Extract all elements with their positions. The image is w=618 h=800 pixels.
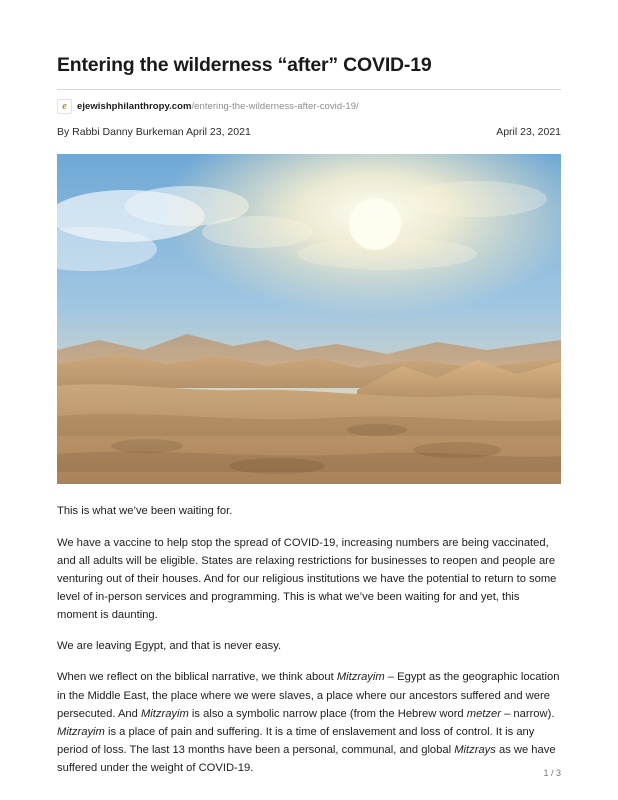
text-run-italic: metzer	[466, 707, 501, 720]
paragraph-1	[57, 502, 561, 520]
text-run-italic: Mitzrays	[454, 743, 496, 756]
site-favicon-icon: e	[57, 99, 72, 114]
title-divider	[57, 89, 561, 90]
desert-landscape-illustration	[57, 154, 561, 484]
byline-date: April 23, 2021	[496, 126, 561, 139]
paragraph-4	[57, 668, 561, 777]
page-title: Entering the wilderness “after” COVID-19	[57, 54, 432, 76]
text-run: as we have suffered under the weight of COVID-19.	[57, 743, 556, 775]
text-run: is also a symbolic narrow place (from the Hebrew word	[188, 707, 467, 720]
source-domain: ejewishphilanthropy.com	[77, 101, 192, 113]
hero-image	[57, 154, 561, 484]
source-url-line[interactable]	[57, 99, 561, 114]
text-run-italic: Mitzrayim	[140, 707, 189, 720]
paragraph-2	[57, 534, 561, 625]
text-run: – Egypt as the geographic location in the Middle East, the place where we were slaves, a place where our ancestors suffered and were persecuted. And	[57, 671, 560, 720]
byline-row	[57, 126, 561, 138]
text-run: This is what we’ve been waiting for.	[57, 505, 233, 518]
byline-author: By Rabbi Danny Burkeman April 23, 2021	[57, 126, 251, 139]
text-run: When we reflect on the biblical narrative, we think about	[57, 671, 337, 684]
text-run: We have a vaccine to help stop the spread of COVID-19, increasing numbers are being vaccinated, and all adults will be eligible. States are relaxing restrictions for businesses to reopen and people are venturing out of their houses. And for our religious institutions we have the potential to return to some level of in-person services and programming. This is what we’ve been waiting for and yet, this moment is daunting.	[57, 536, 557, 622]
paragraph-3	[57, 637, 561, 655]
page-number: 1 / 3	[543, 768, 561, 778]
text-run: We are leaving Egypt, and that is never easy.	[57, 640, 282, 653]
document-content	[57, 0, 561, 800]
article-body	[57, 502, 561, 777]
text-run: – narrow).	[500, 707, 555, 720]
text-run-italic: Mitzrayim	[57, 725, 105, 738]
source-path: /entering-the-wilderness-after-covid-19/	[191, 101, 359, 113]
text-run: is a place of pain and suffering. It is a time of enslavement and loss of control. It is any period of loss. The last 13 months have been a personal, communal, and global	[57, 725, 535, 756]
text-run-italic: Mitzrayim	[336, 671, 385, 684]
